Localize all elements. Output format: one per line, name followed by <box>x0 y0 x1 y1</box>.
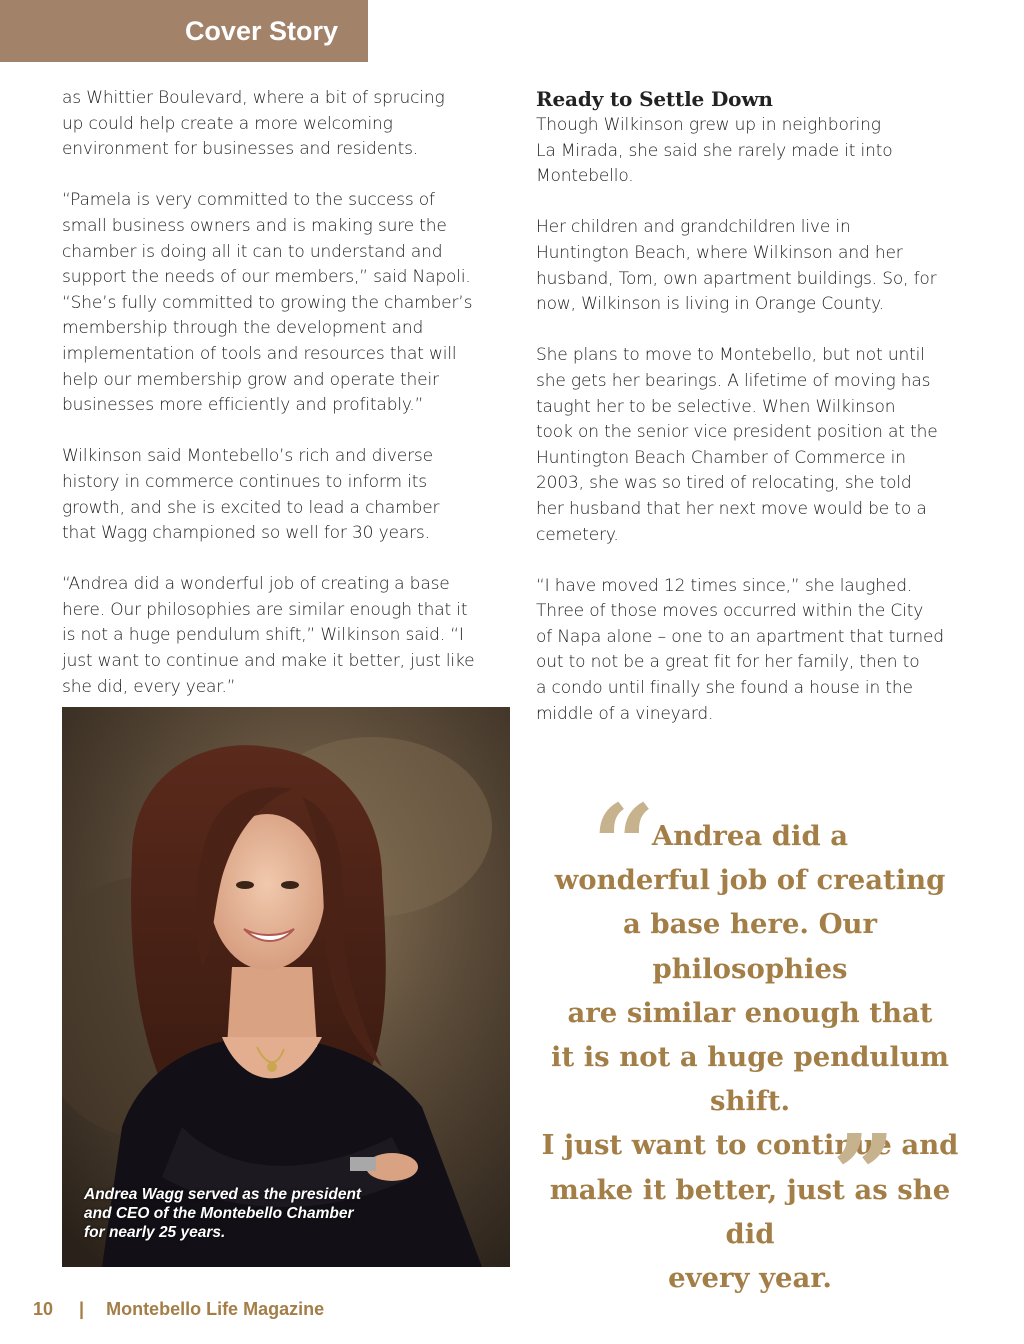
right-column <box>536 86 976 753</box>
photo-caption: Andrea Wagg served as the president and CEO of the Montebello Chamber for nearly 25 years. <box>84 1186 362 1241</box>
paragraph: Though Wilkinson grew up in neighboring La Mirada, she said she rarely made it into Montebello. <box>536 115 893 187</box>
paragraph: Her children and grandchildren live in Huntington Beach, where Wilkinson and her husband, Tom, own apartment buildings. So, for now, Wilkinson is living in Orange County. <box>536 217 937 315</box>
paragraph: “Pamela is very committed to the success of small business owners and is making sure the chamber is doing all it can to understand and support the needs of our members,” said Napoli. “She’s fully committed to growing the chamber’s membership through the development and implementation of tools and resources that will help our membership grow and operate their businesses more efficiently and profitably.” <box>62 190 473 416</box>
paragraph: as Whittier Boulevard, where a bit of sprucing up could help create a more welcoming environment for businesses and residents. <box>62 88 445 160</box>
page-number: 10 <box>33 1299 54 1319</box>
paragraph: “I have moved 12 times since,” she laughed. Three of those moves occurred within the City of Napa alone – one to an apartment that turned out to not be a great fit for her family, then to a condo until finally she found a house in the middle of a vineyard. <box>536 575 944 724</box>
section-heading: Ready to Settle Down <box>536 87 773 111</box>
paragraph: She plans to move to Montebello, but not until she gets her bearings. A lifetime of moving has taught her to be selective. When Wilkinson took on the senior vice president position at the Huntington Beach Chamber of Commerce in 2003, she was so tired of relocating, she told her husband that her next move would be to a cemetery. <box>536 345 938 545</box>
paragraph: Wilkinson said Montebello’s rich and diverse history in commerce continues to inform its growth, and she is excited to lead a chamber that Wagg championed so well for 30 years. <box>62 446 440 544</box>
close-quote-icon: ” <box>832 1110 896 1239</box>
publication-name: Montebello Life Magazine <box>106 1299 325 1319</box>
page-footer <box>33 1299 324 1320</box>
open-quote-icon: “ <box>592 780 656 909</box>
pull-quote: Andrea did a wonderful job of creating a base here. Our philosophies are similar enough that it is not a huge pendulum shift. I just want to continue and make it better, just as she did every year. <box>541 820 959 1295</box>
portrait-photo <box>62 707 510 1267</box>
paragraph: “Andrea did a wonderful job of creating a base here. Our philosophies are similar enough that it is not a huge pendulum shift,” Wilkinson said. “I just want to continue and make it better, just like she did, every year.” <box>62 574 475 697</box>
section-tab <box>0 0 368 62</box>
left-column <box>62 86 508 726</box>
footer-separator: | <box>79 1299 85 1319</box>
section-tab-label: Cover Story <box>184 15 338 46</box>
portrait-illustration <box>62 707 510 1267</box>
